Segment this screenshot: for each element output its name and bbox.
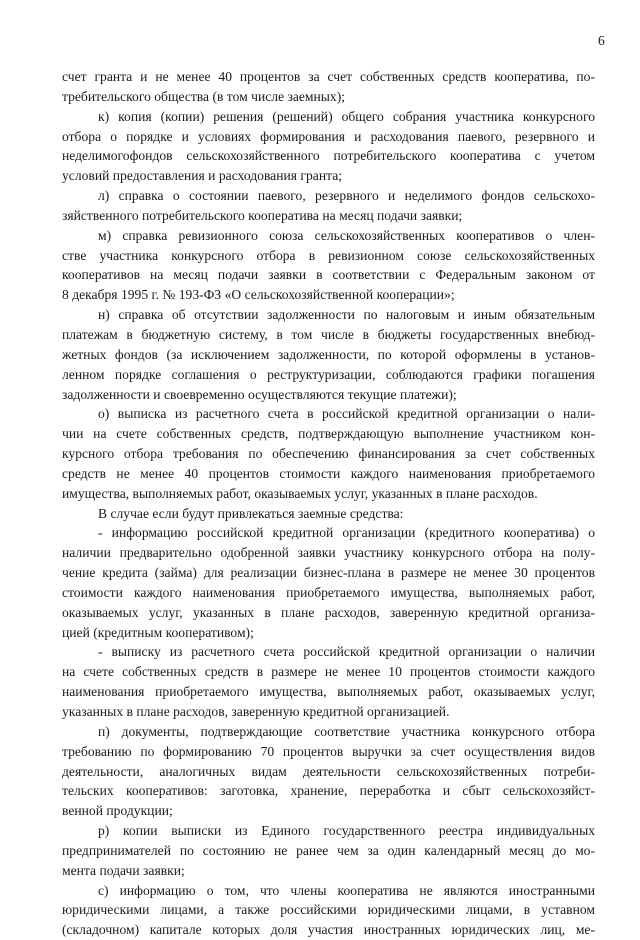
text-line: мента подачи заявки; xyxy=(62,862,185,878)
text-line: кооперативов на месяц подачи заявки в соответствии с Федеральным законом от xyxy=(62,267,595,283)
text-line: жетных фондов (за исключением задолженности, по которой оформлены в установ- xyxy=(62,346,595,362)
text-line: В случае если будут привлекаться заемные средства: xyxy=(98,505,404,521)
text-line: чии на счете собственных средств, подтверждающую выполнение участником кон- xyxy=(62,426,595,442)
text-line: средств не менее 40 процентов стоимости каждого наименования приобретаемого xyxy=(62,465,595,481)
text-line: оказываемых услуг, указанных в плане расходов, заверенную кредитной организа- xyxy=(62,604,595,620)
text-line: - информацию российской кредитной организации (кредитного кооператива) о xyxy=(98,525,595,541)
text-line: требованию по формированию 70 процентов выручки за счет осуществления видов xyxy=(62,743,595,759)
text-line: венной продукции; xyxy=(62,803,173,819)
text-line: требительского общества (в том числе заемных); xyxy=(62,88,346,104)
text-line: предпринимателей по состоянию не ранее чем за один календарный месяц до мо- xyxy=(62,842,595,858)
text-line: л) справка о состоянии паевого, резервного и неделимого фондов сельскохо- xyxy=(98,188,595,204)
text-line: отбора о порядке и условиях формирования и расходования паевого, резервного и xyxy=(62,128,595,144)
text-line: с) информацию о том, что члены кооператива не являются иностранными xyxy=(98,882,595,898)
text-line: неделимогофондов сельскохозяйственного потребительского кооператива с учетом xyxy=(62,148,595,164)
text-line: н) справка об отсутствии задолженности по налоговым и иным обязательным xyxy=(98,307,595,323)
text-line: р) копии выписки из Единого государственного реестра индивидуальных xyxy=(98,823,595,839)
text-line: к) копия (копии) решения (решений) общего собрания участника конкурсного xyxy=(98,108,595,124)
text-line: чение кредита (займа) для реализации бизнес-плана в размере не менее 30 процентов xyxy=(62,565,595,581)
text-line: тельских кооперативов: заготовка, хранение, переработка и сбыт сельскохозяйст- xyxy=(62,783,595,799)
text-line: курсного отбора требования по обеспечению финансирования за счет собственных xyxy=(62,446,595,462)
text-line: п) документы, подтверждающие соответствие участника конкурсного отбора xyxy=(98,723,595,739)
text-line: задолженности и своевременно осуществляются текущие платежи); xyxy=(62,386,457,402)
text-line: стве участника конкурсного отбора в ревизионном союзе сельскохозяйственных xyxy=(62,247,595,263)
document-body xyxy=(62,67,595,940)
text-line: зяйственного потребительского кооператива на месяц подачи заявки; xyxy=(62,207,463,223)
text-line: стоимости каждого наименования приобретаемого имущества, выполняемых работ, xyxy=(62,584,595,600)
page-number: 6 xyxy=(598,33,605,48)
text-line: деятельности, аналогичных видам деятельности сельскохозяйственных потреби- xyxy=(62,763,595,779)
text-line: о) выписка из расчетного счета в российской кредитной организации о нали- xyxy=(98,406,595,422)
text-line: м) справка ревизионного союза сельскохозяйственных кооперативов о член- xyxy=(98,227,595,243)
text-line: платежам в бюджетную систему, в том числе в бюджеты государственных внебюд- xyxy=(62,326,595,342)
text-line: 8 декабря 1995 г. № 193-ФЗ «О сельскохозяйственной кооперации»; xyxy=(62,287,455,303)
text-line: указанных в плане расходов, заверенную кредитной организацией. xyxy=(62,704,450,719)
text-line: (складочном) капитале которых доля участия иностранных юридических лиц, ме- xyxy=(62,922,595,938)
text-line: имущества, выполняемых работ, оказываемых услуг, указанных в плане расходов. xyxy=(62,485,538,501)
text-line: наименования приобретаемого имущества, выполняемых работ, оказываемых услуг, xyxy=(62,684,595,700)
text-line: ленном порядке соглашения о реструктуризации, соблюдаются графики погашения xyxy=(62,366,595,382)
text-line: - выписку из расчетного счета российской кредитной организации о наличии xyxy=(98,644,595,660)
text-line: наличии предварительно одобренной заявки участнику конкурсного отбора на полу- xyxy=(62,545,595,561)
text-line: цией (кредитным кооперативом); xyxy=(62,624,254,640)
text-line: на счете собственных средств в размере не менее 10 процентов стоимости каждого xyxy=(62,664,595,680)
text-line: условий предоставления и расходования гранта; xyxy=(62,168,343,184)
text-line: счет гранта и не менее 40 процентов за счет собственных средств кооператива, по- xyxy=(62,69,595,84)
text-line: юридическими лицами, а также российскими юридическими лицами, в уставном xyxy=(62,902,595,918)
